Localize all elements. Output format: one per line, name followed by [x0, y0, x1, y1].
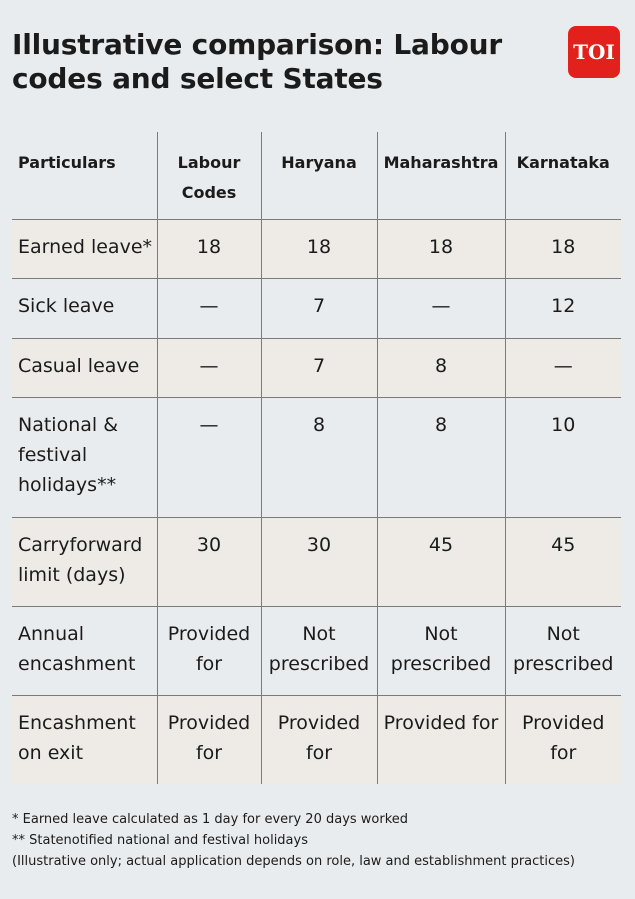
cell-maharashtra: 8: [377, 338, 505, 397]
cell-labour-codes: —: [157, 278, 261, 338]
row-label: Carryforward limit (days): [12, 517, 157, 606]
header-row: [12, 132, 621, 219]
cell-haryana: 7: [261, 338, 377, 397]
cell-karnataka: —: [505, 338, 621, 397]
footnote-disclaimer: (Illustrative only; actual application depends on role, law and establishment practices): [12, 854, 575, 869]
page-title: Illustrative comparison: Labour codes and select States: [12, 28, 502, 95]
header-karnataka: Karnataka: [505, 132, 621, 219]
cell-haryana: 18: [261, 219, 377, 278]
cell-labour-codes: Provided for: [157, 695, 261, 784]
table-row: [12, 517, 621, 606]
cell-labour-codes: —: [157, 397, 261, 517]
cell-karnataka: 18: [505, 219, 621, 278]
cell-karnataka: 10: [505, 397, 621, 517]
header-maharashtra: Maharashtra: [377, 132, 505, 219]
table-row: [12, 397, 621, 517]
cell-maharashtra: 8: [377, 397, 505, 517]
cell-karnataka: Not prescribed: [505, 606, 621, 695]
row-label: Earned leave*: [12, 219, 157, 278]
cell-karnataka: Provided for: [505, 695, 621, 784]
row-label: National & festival holidays**: [18, 413, 119, 496]
cell-haryana: 30: [261, 517, 377, 606]
table-row: [12, 278, 621, 338]
row-label: Sick leave: [18, 294, 115, 317]
header-labour-codes: Labour Codes: [157, 132, 261, 219]
row-label: Encashment on exit: [12, 695, 157, 784]
cell-karnataka: 45: [505, 517, 621, 606]
cell-maharashtra: Provided for: [377, 695, 505, 784]
cell-maharashtra: 45: [377, 517, 505, 606]
footnotes: [12, 809, 627, 872]
footnote-holidays: ** Statenotified national and festival holidays: [12, 833, 308, 848]
cell-maharashtra: —: [377, 278, 505, 338]
cell-haryana: Provided for: [261, 695, 377, 784]
table-row: [12, 338, 621, 397]
cell-labour-codes: —: [157, 338, 261, 397]
cell-labour-codes: 30: [157, 517, 261, 606]
header-particulars: Particulars: [18, 153, 116, 172]
table-row: [12, 695, 621, 784]
footnote-earned-leave: * Earned leave calculated as 1 day for every 20 days worked: [12, 812, 409, 827]
toi-logo: TOI: [568, 26, 620, 78]
cell-labour-codes: Provided for: [157, 606, 261, 695]
row-label: Annual encashment: [18, 622, 136, 675]
cell-karnataka: 12: [505, 278, 621, 338]
comparison-table: [12, 132, 621, 784]
cell-haryana: 7: [261, 278, 377, 338]
cell-haryana: 8: [261, 397, 377, 517]
table-row: [12, 606, 621, 695]
row-label: Casual leave: [12, 338, 157, 397]
header-haryana: Haryana: [261, 132, 377, 219]
cell-maharashtra: 18: [377, 219, 505, 278]
cell-maharashtra: Not prescribed: [377, 606, 505, 695]
cell-haryana: Not prescribed: [261, 606, 377, 695]
cell-labour-codes: 18: [157, 219, 261, 278]
table-row: [12, 219, 621, 278]
